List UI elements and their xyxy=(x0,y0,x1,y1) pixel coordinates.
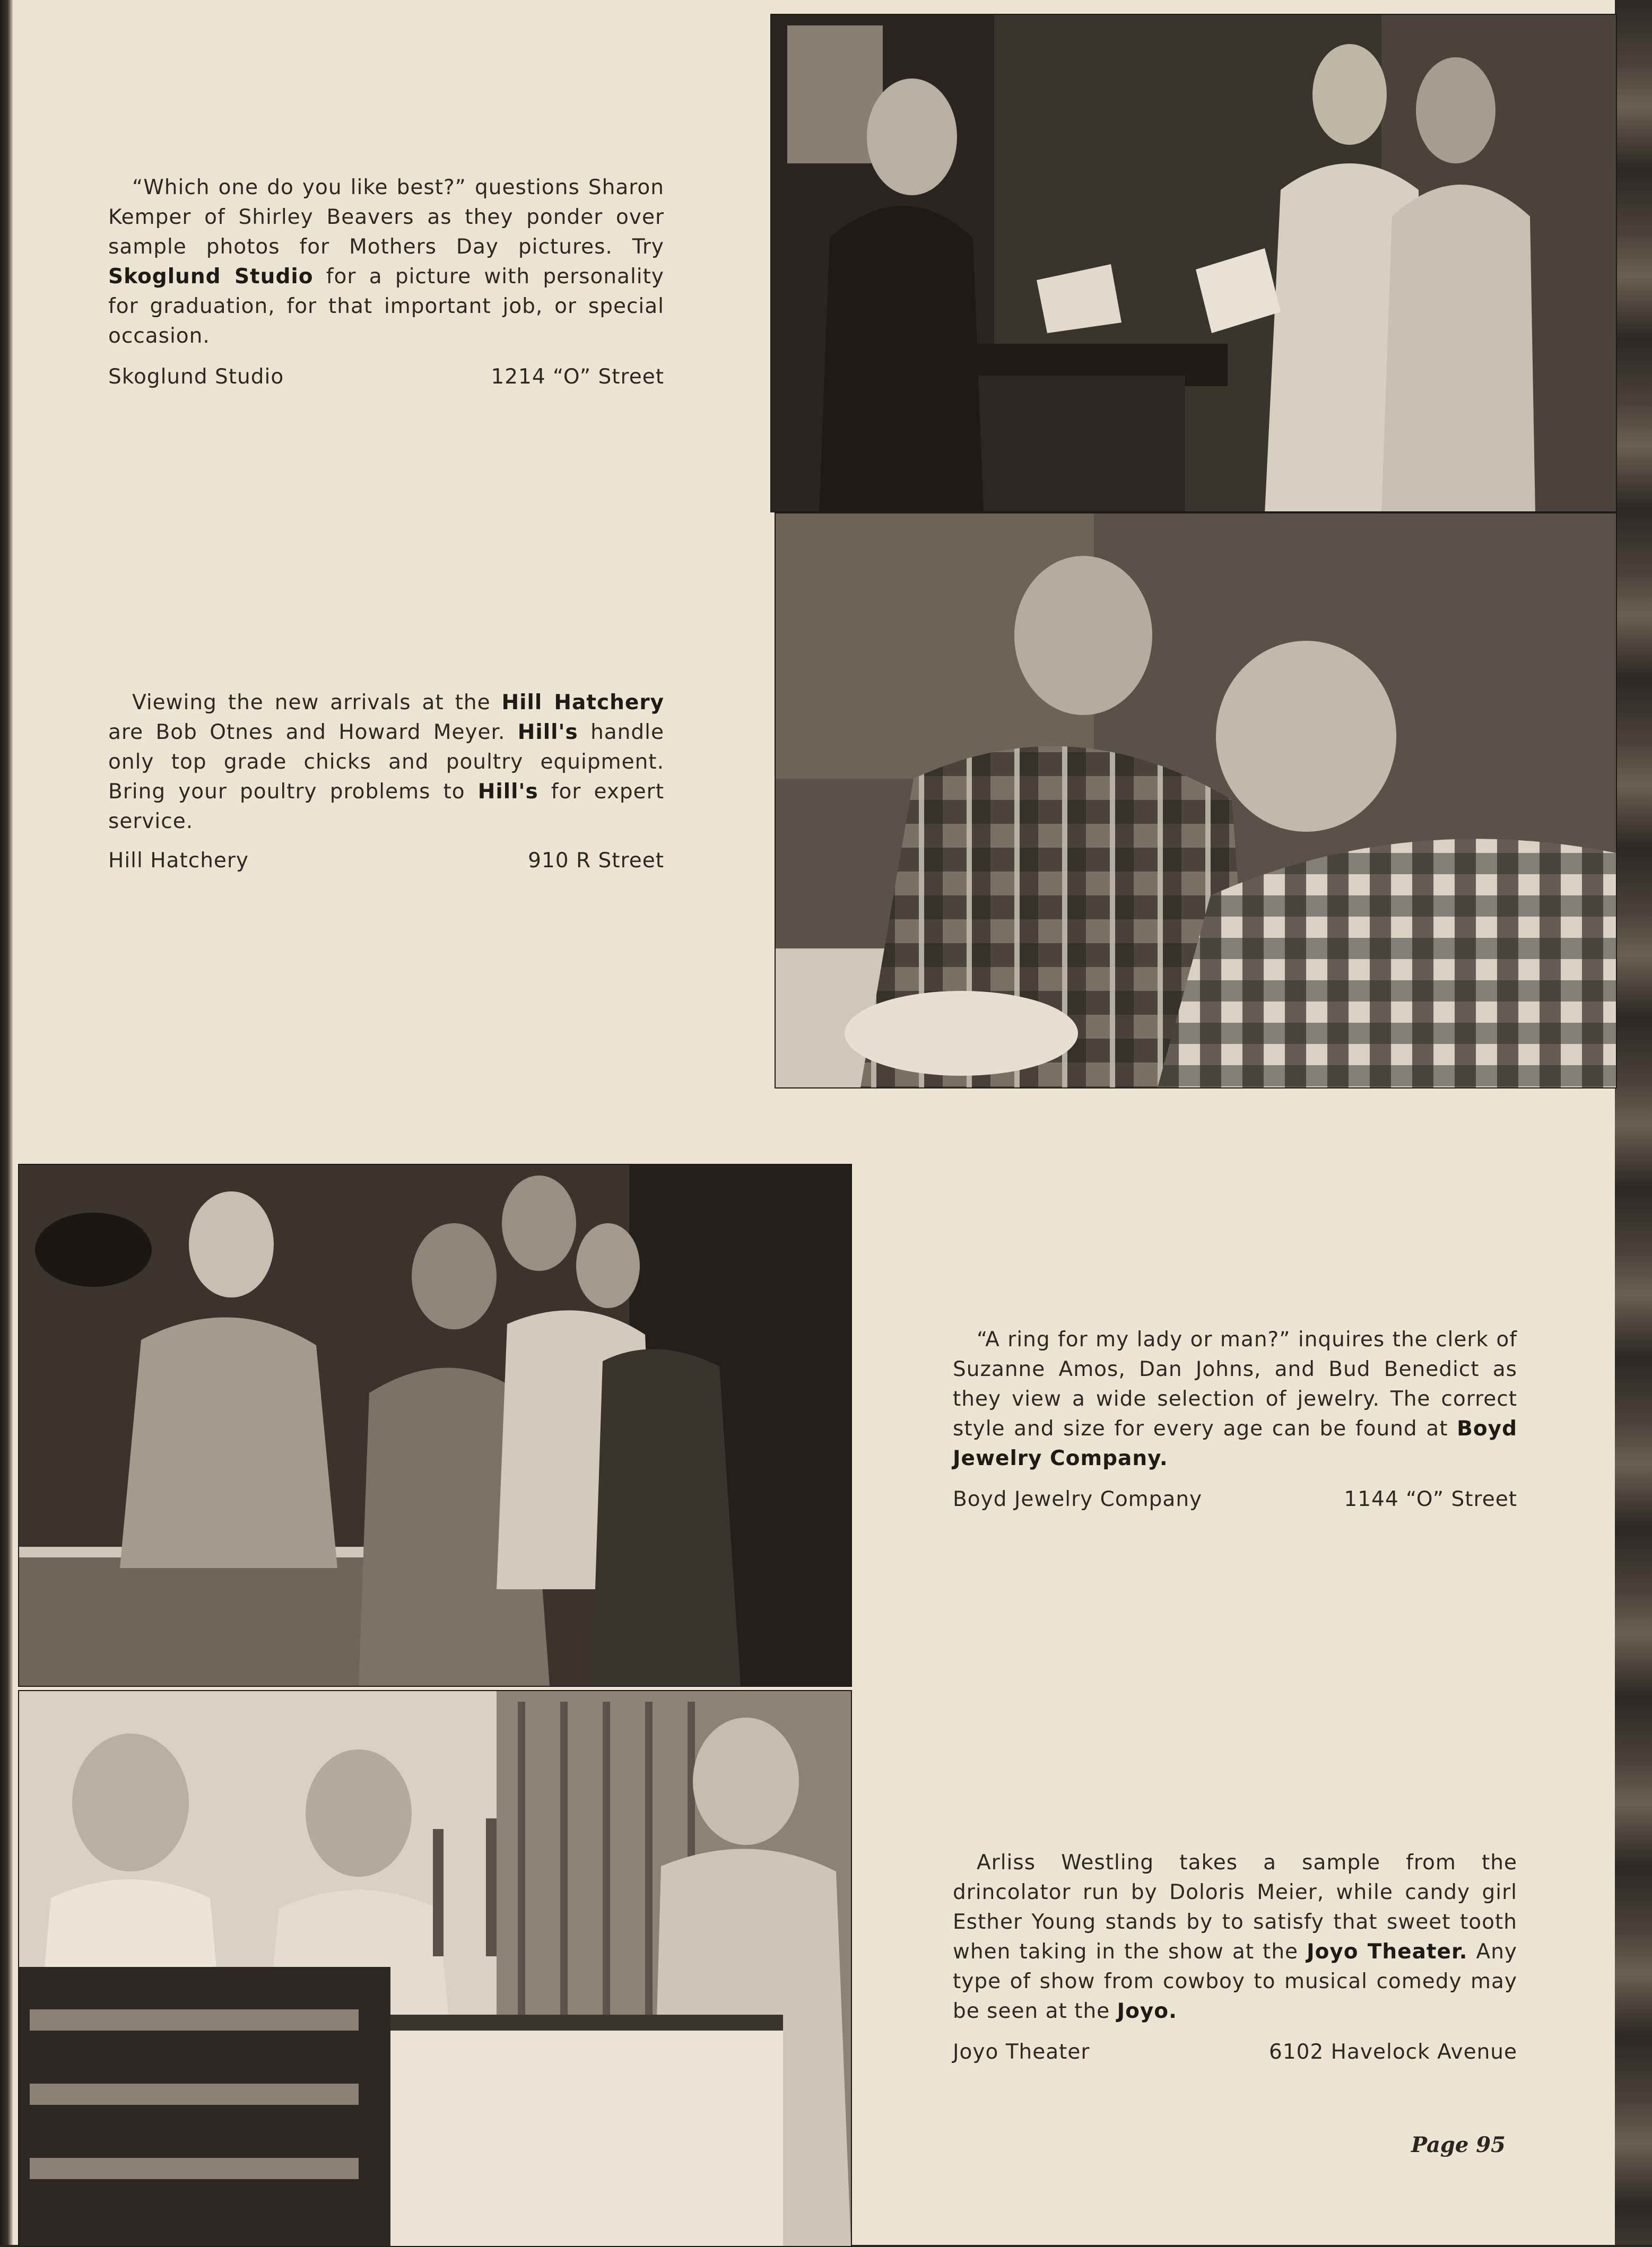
business-address: 910 R Street xyxy=(528,849,664,873)
photo-boyd-jewelry xyxy=(18,1164,852,1687)
photo-joyo-theater xyxy=(18,1690,852,2247)
caption-text: handle only top grade chicks and poultry equipment. Bring your poultry problems to xyxy=(108,720,664,804)
caption-text: “A ring for my lady or man?” inquires the clerk of Suzanne Amos, Dan Johns, and Bud Benedict as they view a wide selection of jewelry. The correct style and size for every age can be found at xyxy=(953,1328,1517,1441)
business-highlight: Joyo Theater. xyxy=(1307,1940,1468,1964)
ad-text-boyd-jewelry xyxy=(953,1325,1517,1474)
business-name: Joyo Theater xyxy=(953,2040,1090,2064)
business-highlight: Skoglund Studio xyxy=(108,265,314,289)
page-edge-shadow xyxy=(1615,0,1652,2245)
business-name: Skoglund Studio xyxy=(108,365,284,389)
business-highlight: Joyo. xyxy=(1117,1999,1177,2023)
ad-footer-skoglund xyxy=(108,365,664,389)
ad-caption-hill-hatchery xyxy=(108,688,664,837)
ad-text-skoglund xyxy=(108,173,664,351)
business-address: 6102 Havelock Avenue xyxy=(1269,2040,1517,2064)
caption-text: “Which one do you like best?” questions Sharon Kemper of Shirley Beavers as they ponder over sample photos for Mothers Day pictures. Try xyxy=(108,176,664,259)
photo-skoglund-studio xyxy=(770,14,1617,512)
ad-footer-hill-hatchery xyxy=(108,849,664,873)
business-address: 1214 “O” Street xyxy=(491,365,664,389)
caption-text: for expert service. xyxy=(108,780,664,833)
ad-footer-joyo-theater xyxy=(953,2040,1517,2064)
ad-caption-skoglund xyxy=(108,173,664,351)
photo-hill-hatchery xyxy=(775,512,1617,1088)
business-address: 1144 “O” Street xyxy=(1344,1487,1517,1511)
caption-text: are Bob Otnes and Howard Meyer. xyxy=(108,720,518,744)
caption-text: for a picture with personality for graduation, for that important job, or special occasion. xyxy=(108,265,664,348)
caption-text: Viewing the new arrivals at the xyxy=(132,691,502,715)
page-binding-shadow xyxy=(0,0,13,2245)
ad-text-joyo-theater xyxy=(953,1848,1517,2026)
ad-text-hill-hatchery xyxy=(108,688,664,837)
page-number: Page 95 xyxy=(1411,2132,1506,2157)
business-highlight: Boyd Jewelry Company. xyxy=(953,1417,1517,1470)
business-highlight: Hill's xyxy=(517,720,578,744)
caption-text: Arliss Westling takes a sample from the drincolator run by Doloris Meier, while candy girl Esther Young stands by to satisfy that sweet tooth when taking in the show at the xyxy=(953,1851,1517,1964)
business-name: Hill Hatchery xyxy=(108,849,249,873)
ad-caption-boyd-jewelry xyxy=(953,1325,1517,1474)
business-highlight: Hill Hatchery xyxy=(501,691,664,715)
ad-caption-joyo-theater xyxy=(953,1848,1517,2026)
business-highlight: Hill's xyxy=(477,780,538,804)
business-name: Boyd Jewelry Company xyxy=(953,1487,1203,1511)
ad-footer-boyd-jewelry xyxy=(953,1487,1517,1511)
caption-text: Any type of show from cowboy to musical comedy may be seen at the xyxy=(953,1940,1517,2023)
